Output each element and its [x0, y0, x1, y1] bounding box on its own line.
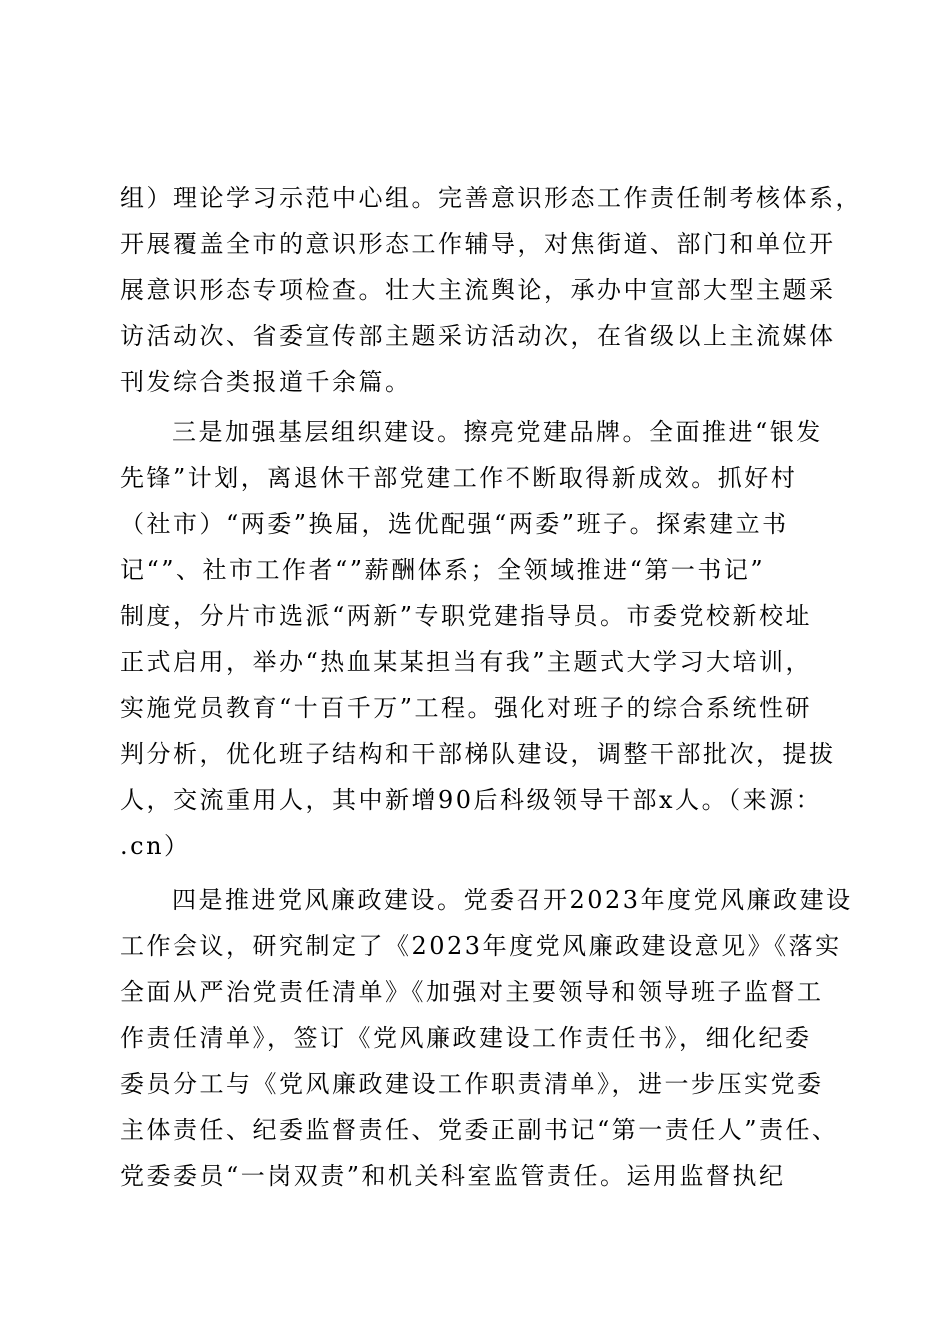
text-line: 委员分工与《党风廉政建设工作职责清单》，进一步压实党委 — [120, 1070, 824, 1098]
text-line: 展意识形态专项检查。壮大主流舆论，承办中宣部大型主题采 — [120, 276, 836, 304]
text-line: 先锋”计划，离退休干部党建工作不断取得新成效。抓好村 — [120, 464, 798, 492]
text-line: 党委委员“一岗双责”和机关科室监管责任。运用监督执纪 — [120, 1162, 786, 1190]
text-line: 正式启用，举办“热血某某担当有我”主题式大学习大培训， — [120, 648, 813, 676]
text-line: 制度，分片市选派“两新”专职党建指导员。市委党校新校址 — [120, 602, 813, 630]
text-line: 开展覆盖全市的意识形态工作辅导，对焦街道、部门和单位开 — [120, 230, 836, 258]
text-line: 作责任清单》，签订《党风廉政建设工作责任书》，细化纪委 — [120, 1024, 812, 1052]
text-line: 人，交流重用人，其中新增90后科级领导干部x人。（来源： — [120, 786, 823, 814]
text-line: 全面从严治党责任清单》《加强对主要领导和领导班子监督工 — [120, 978, 824, 1006]
text-line: 实施党员教育“十百千万”工程。强化对班子的综合系统性研 — [120, 694, 813, 722]
text-line: 刊发综合类报道千余篇。 — [120, 368, 412, 396]
text-line: 判分析，优化班子结构和干部梯队建设，调整干部批次，提拔 — [120, 740, 836, 768]
text-line: 组）理论学习示范中心组。完善意识形态工作责任制考核体系， — [120, 184, 862, 212]
text-line: 记“”、社市工作者“”薪酬体系；全领域推进“第一书记” — [120, 556, 766, 584]
paragraph-start-line: 三是加强基层组织建设。擦亮党建品牌。全面推进“银发 — [172, 418, 823, 446]
text-line: （社市）“两委”换届，选优配强“两委”班子。探索建立书 — [120, 510, 789, 538]
text-line: 访活动次、省委宣传部主题采访活动次，在省级以上主流媒体 — [120, 322, 836, 350]
text-line: .cn） — [120, 832, 191, 860]
text-line: 主体责任、纪委监督责任、党委正副书记“第一责任人”责任、 — [120, 1116, 839, 1144]
paragraph-start-line: 四是推进党风廉政建设。党委召开2023年度党风廉政建设 — [172, 886, 853, 914]
text-line: 工作会议，研究制定了《2023年度党风廉政建设意见》《落实 — [120, 932, 842, 960]
